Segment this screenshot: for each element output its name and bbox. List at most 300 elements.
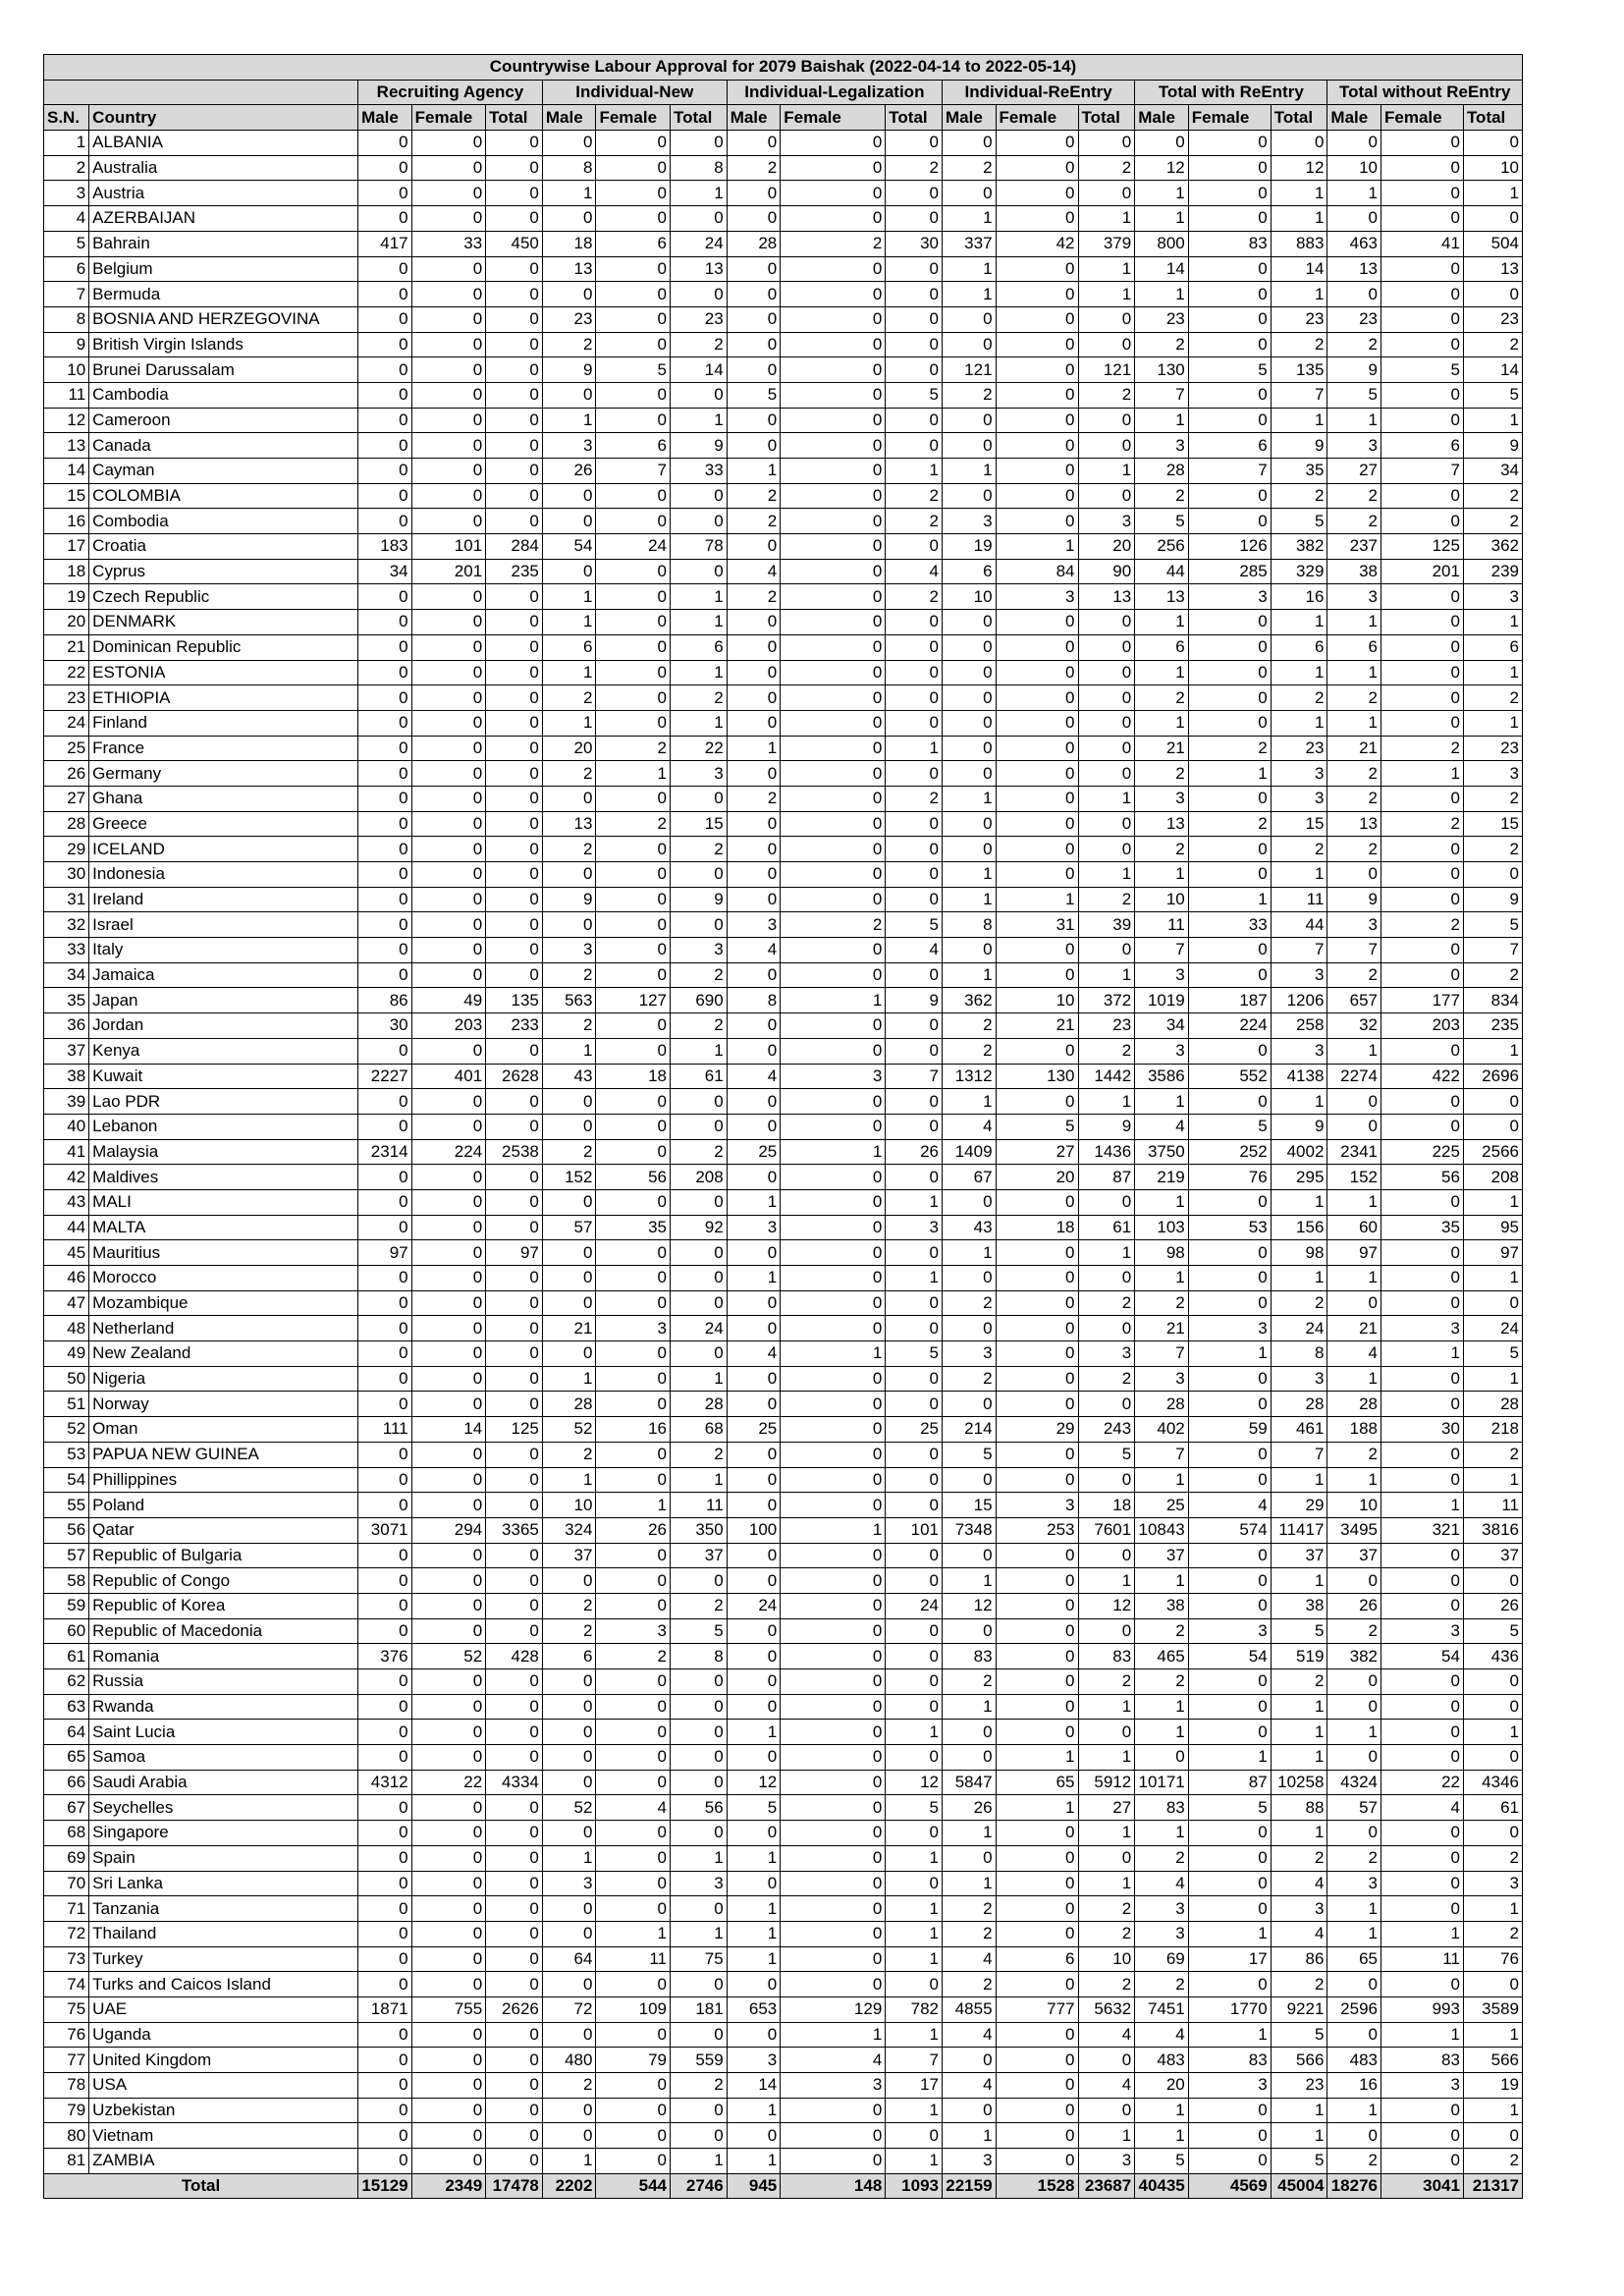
row-sn: 50 <box>44 1366 89 1392</box>
row-value-cell: 6 <box>1380 433 1463 459</box>
row-value-cell: 61 <box>1078 1215 1135 1240</box>
row-value-cell: 0 <box>1078 2098 1135 2123</box>
row-value-cell: 0 <box>542 1240 596 1266</box>
row-value-cell: 0 <box>596 332 671 357</box>
row-value-cell: 1 <box>886 1896 943 1922</box>
row-value-cell: 56 <box>670 1795 727 1821</box>
row-value-cell: 0 <box>1188 660 1271 685</box>
row-value-cell: 0 <box>358 938 412 963</box>
row-sn: 23 <box>44 685 89 711</box>
row-value-cell: 0 <box>1380 1694 1463 1720</box>
row-value-cell: 7 <box>1188 459 1271 484</box>
row-value-cell: 11 <box>1380 1946 1463 1972</box>
row-value-cell: 121 <box>1078 357 1135 383</box>
row-value-cell: 0 <box>886 131 943 156</box>
row-value-cell: 1 <box>1135 282 1189 307</box>
column-header-male: Male <box>1135 105 1189 131</box>
row-value-cell: 15 <box>942 1493 996 1518</box>
row-value-cell: 0 <box>542 1745 596 1771</box>
row-value-cell: 0 <box>886 256 943 282</box>
row-country: Lebanon <box>89 1114 358 1139</box>
row-value-cell: 6 <box>1188 433 1271 459</box>
row-value-cell: 0 <box>996 1442 1078 1467</box>
row-value-cell: 0 <box>1380 2123 1463 2149</box>
row-value-cell: 28 <box>1135 1392 1189 1417</box>
row-value-cell: 0 <box>486 1618 543 1644</box>
row-value-cell: 30 <box>886 231 943 256</box>
row-value-cell: 9221 <box>1271 1996 1327 2022</box>
row-country: Jamaica <box>89 962 358 988</box>
row-value-cell: 1 <box>1078 862 1135 888</box>
row-value-cell: 0 <box>542 1896 596 1922</box>
row-country: Bermuda <box>89 282 358 307</box>
row-value-cell: 0 <box>727 534 781 560</box>
row-value-cell: 1 <box>670 408 727 433</box>
row-value-cell: 5 <box>1463 1341 1522 1367</box>
row-country: MALTA <box>89 1215 358 1240</box>
row-value-cell: 0 <box>886 534 943 560</box>
row-value-cell: 0 <box>1380 131 1463 156</box>
row-value-cell: 0 <box>486 1392 543 1417</box>
row-sn: 1 <box>44 131 89 156</box>
row-value-cell: 1 <box>670 1845 727 1871</box>
row-value-cell: 0 <box>596 1341 671 1367</box>
row-value-cell: 0 <box>358 761 412 787</box>
row-value-cell: 2 <box>542 685 596 711</box>
row-country: COLOMBIA <box>89 483 358 509</box>
row-value-cell: 0 <box>996 256 1078 282</box>
row-value-cell: 1 <box>942 459 996 484</box>
row-value-cell: 24 <box>670 231 727 256</box>
row-country: ICELAND <box>89 837 358 862</box>
row-value-cell: 130 <box>996 1064 1078 1089</box>
row-value-cell: 0 <box>1188 131 1271 156</box>
row-value-cell: 0 <box>596 634 671 660</box>
row-country: Republic of Bulgaria <box>89 1543 358 1568</box>
row-country: Sri Lanka <box>89 1871 358 1896</box>
row-value-cell: 2 <box>886 509 943 534</box>
row-sn: 33 <box>44 938 89 963</box>
row-value-cell: 0 <box>781 382 886 408</box>
total-value-cell: 1093 <box>886 2173 943 2199</box>
row-value-cell: 0 <box>1078 408 1135 433</box>
row-value-cell: 0 <box>358 357 412 383</box>
row-value-cell: 0 <box>781 1543 886 1568</box>
row-value-cell: 5 <box>1135 509 1189 534</box>
row-value-cell: 2 <box>942 1896 996 1922</box>
column-header-female: Female <box>411 105 486 131</box>
row-value-cell: 0 <box>358 1593 412 1618</box>
row-country: France <box>89 736 358 761</box>
row-value-cell: 35 <box>1271 459 1327 484</box>
row-value-cell: 0 <box>1463 1568 1522 1594</box>
table-row <box>44 534 1523 560</box>
row-value-cell: 4138 <box>1271 1064 1327 1089</box>
row-value-cell: 0 <box>781 155 886 181</box>
row-value-cell: 0 <box>996 1189 1078 1215</box>
row-value-cell: 0 <box>542 1720 596 1745</box>
row-value-cell: 10 <box>542 1493 596 1518</box>
row-sn: 27 <box>44 786 89 811</box>
row-value-cell: 1 <box>1188 761 1271 787</box>
row-country: Lao PDR <box>89 1089 358 1115</box>
row-value-cell: 0 <box>358 2022 412 2048</box>
row-country: United Kingdom <box>89 2048 358 2073</box>
row-value-cell: 0 <box>358 1189 412 1215</box>
row-value-cell: 0 <box>781 559 886 584</box>
table-row <box>44 660 1523 685</box>
row-value-cell: 9 <box>1327 357 1381 383</box>
column-header-female: Female <box>781 105 886 131</box>
row-value-cell: 49 <box>411 988 486 1013</box>
row-value-cell: 125 <box>486 1417 543 1443</box>
row-value-cell: 11417 <box>1271 1517 1327 1543</box>
table-row <box>44 1139 1523 1165</box>
row-value-cell: 2 <box>670 1593 727 1618</box>
row-country: Dominican Republic <box>89 634 358 660</box>
row-value-cell: 1 <box>942 962 996 988</box>
row-value-cell: 0 <box>411 1266 486 1291</box>
row-value-cell: 1 <box>1135 1266 1189 1291</box>
row-value-cell: 0 <box>996 837 1078 862</box>
row-value-cell: 0 <box>781 786 886 811</box>
row-value-cell: 0 <box>996 1366 1078 1392</box>
table-row <box>44 761 1523 787</box>
row-value-cell: 0 <box>596 1871 671 1896</box>
row-value-cell: 0 <box>358 1946 412 1972</box>
row-value-cell: 0 <box>358 1493 412 1518</box>
row-value-cell: 11 <box>1135 912 1189 938</box>
table-row <box>44 1064 1523 1089</box>
row-value-cell: 0 <box>486 1568 543 1594</box>
row-value-cell: 10258 <box>1271 1770 1327 1795</box>
row-value-cell: 0 <box>596 181 671 206</box>
row-value-cell: 0 <box>781 459 886 484</box>
column-header-male: Male <box>542 105 596 131</box>
row-value-cell: 0 <box>727 1618 781 1644</box>
row-value-cell: 0 <box>411 2123 486 2149</box>
row-value-cell: 84 <box>996 559 1078 584</box>
row-value-cell: 295 <box>1271 1165 1327 1190</box>
row-value-cell: 0 <box>596 962 671 988</box>
row-value-cell: 53 <box>1188 1215 1271 1240</box>
row-value-cell: 0 <box>781 1266 886 1291</box>
row-value-cell: 1 <box>670 181 727 206</box>
row-value-cell: 4346 <box>1463 1770 1522 1795</box>
row-value-cell: 0 <box>596 306 671 332</box>
row-value-cell: 0 <box>670 1266 727 1291</box>
row-value-cell: 0 <box>1188 181 1271 206</box>
row-value-cell: 0 <box>886 306 943 332</box>
row-value-cell: 0 <box>486 1467 543 1493</box>
row-value-cell: 9 <box>542 357 596 383</box>
table-row <box>44 786 1523 811</box>
row-value-cell: 26 <box>942 1795 996 1821</box>
row-country: ETHIOPIA <box>89 685 358 711</box>
row-value-cell: 2 <box>542 837 596 862</box>
total-value-cell: 2746 <box>670 2173 727 2199</box>
row-value-cell: 0 <box>781 1795 886 1821</box>
row-value-cell: 0 <box>781 1417 886 1443</box>
row-value-cell: 5 <box>1271 2022 1327 2048</box>
row-value-cell: 0 <box>1327 1290 1381 1316</box>
row-value-cell: 0 <box>596 1089 671 1115</box>
row-value-cell: 0 <box>1078 1316 1135 1341</box>
row-value-cell: 5 <box>996 1114 1078 1139</box>
row-value-cell: 92 <box>670 1215 727 1240</box>
row-value-cell: 4324 <box>1327 1770 1381 1795</box>
row-country: Turkey <box>89 1946 358 1972</box>
row-value-cell: 0 <box>358 1669 412 1695</box>
row-value-cell: 1 <box>542 610 596 635</box>
row-value-cell: 0 <box>781 1593 886 1618</box>
row-value-cell: 0 <box>1327 1089 1381 1115</box>
row-sn: 62 <box>44 1669 89 1695</box>
row-value-cell: 23 <box>1271 306 1327 332</box>
row-value-cell: 0 <box>886 357 943 383</box>
table-row <box>44 584 1523 610</box>
row-value-cell: 2 <box>542 2073 596 2099</box>
row-value-cell: 1 <box>1271 206 1327 232</box>
row-country: ESTONIA <box>89 660 358 685</box>
row-value-cell: 2626 <box>486 1996 543 2022</box>
row-value-cell: 0 <box>486 206 543 232</box>
row-value-cell: 13 <box>670 256 727 282</box>
row-value-cell: 8 <box>542 155 596 181</box>
row-value-cell: 1 <box>886 1845 943 1871</box>
row-value-cell: 0 <box>886 1694 943 1720</box>
row-sn: 67 <box>44 1795 89 1821</box>
row-value-cell: 187 <box>1188 988 1271 1013</box>
row-value-cell: 10 <box>1327 1493 1381 1518</box>
row-country: DENMARK <box>89 610 358 635</box>
row-value-cell: 0 <box>542 131 596 156</box>
row-country: Indonesia <box>89 862 358 888</box>
row-value-cell: 0 <box>781 1493 886 1518</box>
row-value-cell: 0 <box>781 1114 886 1139</box>
row-sn: 81 <box>44 2149 89 2174</box>
row-value-cell: 0 <box>411 1215 486 1240</box>
row-value-cell: 26 <box>1463 1593 1522 1618</box>
column-header-total: Total <box>1078 105 1135 131</box>
row-value-cell: 1 <box>670 1467 727 1493</box>
row-value-cell: 183 <box>358 534 412 560</box>
row-value-cell: 2 <box>670 1139 727 1165</box>
row-value-cell: 24 <box>596 534 671 560</box>
row-value-cell: 23 <box>1463 306 1522 332</box>
row-value-cell: 574 <box>1188 1517 1271 1543</box>
row-value-cell: 0 <box>596 1845 671 1871</box>
row-value-cell: 0 <box>411 1845 486 1871</box>
row-value-cell: 152 <box>542 1165 596 1190</box>
row-value-cell: 23 <box>1463 736 1522 761</box>
row-value-cell: 0 <box>781 1770 886 1795</box>
row-value-cell: 5912 <box>1078 1770 1135 1795</box>
row-sn: 8 <box>44 306 89 332</box>
row-value-cell: 9 <box>670 433 727 459</box>
row-value-cell: 15 <box>1463 811 1522 837</box>
row-value-cell: 1 <box>942 1821 996 1846</box>
row-value-cell: 0 <box>1188 1392 1271 1417</box>
row-value-cell: 0 <box>996 1290 1078 1316</box>
row-value-cell: 2 <box>1327 332 1381 357</box>
row-value-cell: 0 <box>1078 181 1135 206</box>
row-value-cell: 0 <box>996 710 1078 736</box>
labour-approval-table <box>43 54 1523 2199</box>
row-country: Vietnam <box>89 2123 358 2149</box>
row-sn: 63 <box>44 1694 89 1720</box>
row-value-cell: 0 <box>486 1795 543 1821</box>
row-value-cell: 0 <box>486 1871 543 1896</box>
row-value-cell: 0 <box>942 1543 996 1568</box>
row-value-cell: 0 <box>358 1745 412 1771</box>
row-value-cell: 4 <box>886 559 943 584</box>
row-country: Ghana <box>89 786 358 811</box>
row-value-cell: 3 <box>1327 584 1381 610</box>
row-value-cell: 3 <box>1188 1618 1271 1644</box>
total-value-cell: 4569 <box>1188 2173 1271 2199</box>
row-value-cell: 0 <box>596 408 671 433</box>
row-value-cell: 86 <box>1271 1946 1327 1972</box>
row-value-cell: 0 <box>358 1392 412 1417</box>
row-value-cell: 0 <box>996 509 1078 534</box>
row-value-cell: 0 <box>996 660 1078 685</box>
table-row <box>44 1013 1523 1039</box>
row-value-cell: 0 <box>996 1921 1078 1946</box>
row-value-cell: 1 <box>727 1720 781 1745</box>
row-value-cell: 76 <box>1463 1946 1522 1972</box>
row-value-cell: 0 <box>486 1316 543 1341</box>
row-value-cell: 0 <box>486 1442 543 1467</box>
row-value-cell: 3 <box>996 1493 1078 1518</box>
row-value-cell: 0 <box>358 206 412 232</box>
row-value-cell: 65 <box>996 1770 1078 1795</box>
row-value-cell: 3 <box>942 1341 996 1367</box>
row-value-cell: 0 <box>411 509 486 534</box>
row-sn: 32 <box>44 912 89 938</box>
row-value-cell: 0 <box>942 2048 996 2073</box>
row-value-cell: 0 <box>486 811 543 837</box>
row-value-cell: 0 <box>1327 862 1381 888</box>
row-value-cell: 1 <box>886 2149 943 2174</box>
row-value-cell: 0 <box>358 282 412 307</box>
row-value-cell: 54 <box>542 534 596 560</box>
row-value-cell: 28 <box>1327 1392 1381 1417</box>
row-value-cell: 0 <box>781 761 886 787</box>
row-value-cell: 0 <box>727 2123 781 2149</box>
row-value-cell: 0 <box>1380 1114 1463 1139</box>
row-value-cell: 0 <box>1188 509 1271 534</box>
row-value-cell: 0 <box>781 1946 886 1972</box>
row-sn: 43 <box>44 1189 89 1215</box>
row-value-cell: 0 <box>670 1114 727 1139</box>
row-value-cell: 0 <box>996 357 1078 383</box>
row-value-cell: 0 <box>1380 382 1463 408</box>
row-value-cell: 177 <box>1380 988 1463 1013</box>
row-value-cell: 0 <box>781 887 886 912</box>
row-value-cell: 2 <box>1271 1972 1327 1997</box>
row-value-cell: 382 <box>1327 1644 1381 1669</box>
table-row <box>44 1517 1523 1543</box>
row-value-cell: 1 <box>1188 1745 1271 1771</box>
row-value-cell: 12 <box>942 1593 996 1618</box>
row-value-cell: 1 <box>942 862 996 888</box>
row-country: Romania <box>89 1644 358 1669</box>
row-value-cell: 0 <box>1188 862 1271 888</box>
row-value-cell: 0 <box>486 433 543 459</box>
row-value-cell: 0 <box>358 837 412 862</box>
row-country: UAE <box>89 1996 358 2022</box>
row-value-cell: 1 <box>727 1896 781 1922</box>
row-value-cell: 0 <box>942 685 996 711</box>
row-value-cell: 0 <box>1380 1366 1463 1392</box>
row-value-cell: 2 <box>727 786 781 811</box>
row-value-cell: 2 <box>886 483 943 509</box>
group-header-total-without-reentry: Total without ReEntry <box>1327 80 1523 105</box>
row-value-cell: 0 <box>358 1467 412 1493</box>
table-row <box>44 306 1523 332</box>
row-value-cell: 35 <box>1380 1215 1463 1240</box>
row-value-cell: 0 <box>358 1845 412 1871</box>
row-value-cell: 1 <box>942 1694 996 1720</box>
row-value-cell: 0 <box>1380 408 1463 433</box>
row-value-cell: 0 <box>996 1593 1078 1618</box>
column-header-total: Total <box>670 105 727 131</box>
row-value-cell: 5 <box>670 1618 727 1644</box>
row-value-cell: 253 <box>996 1517 1078 1543</box>
row-value-cell: 0 <box>411 962 486 988</box>
row-value-cell: 436 <box>1463 1644 1522 1669</box>
row-sn: 35 <box>44 988 89 1013</box>
row-value-cell: 0 <box>358 1366 412 1392</box>
row-sn: 14 <box>44 459 89 484</box>
row-value-cell: 3 <box>1327 433 1381 459</box>
row-value-cell: 239 <box>1463 559 1522 584</box>
row-value-cell: 111 <box>358 1417 412 1443</box>
row-value-cell: 76 <box>1188 1165 1271 1190</box>
row-value-cell: 0 <box>411 1114 486 1139</box>
row-value-cell: 0 <box>596 1694 671 1720</box>
row-value-cell: 0 <box>1188 1543 1271 1568</box>
column-header-total: Total <box>486 105 543 131</box>
row-value-cell: 2 <box>1135 761 1189 787</box>
row-value-cell: 0 <box>411 862 486 888</box>
row-value-cell: 0 <box>596 1290 671 1316</box>
row-value-cell: 0 <box>411 1745 486 1771</box>
row-value-cell: 12 <box>1271 155 1327 181</box>
row-value-cell: 16 <box>596 1417 671 1443</box>
row-value-cell: 101 <box>411 534 486 560</box>
row-value-cell: 3 <box>942 2149 996 2174</box>
row-value-cell: 0 <box>727 761 781 787</box>
row-value-cell: 2596 <box>1327 1996 1381 2022</box>
row-value-cell: 0 <box>1380 660 1463 685</box>
row-value-cell: 97 <box>486 1240 543 1266</box>
row-value-cell: 21 <box>1135 1316 1189 1341</box>
row-value-cell: 4 <box>1188 1493 1271 1518</box>
row-value-cell: 0 <box>358 1568 412 1594</box>
row-value-cell: 0 <box>886 1871 943 1896</box>
row-value-cell: 0 <box>411 155 486 181</box>
row-value-cell: 21 <box>1135 736 1189 761</box>
table-row <box>44 1694 1523 1720</box>
row-value-cell: 5 <box>1271 2149 1327 2174</box>
row-value-cell: 3 <box>1271 786 1327 811</box>
row-value-cell: 0 <box>542 1089 596 1115</box>
row-value-cell: 362 <box>1463 534 1522 560</box>
row-country: Greece <box>89 811 358 837</box>
row-value-cell: 0 <box>596 131 671 156</box>
